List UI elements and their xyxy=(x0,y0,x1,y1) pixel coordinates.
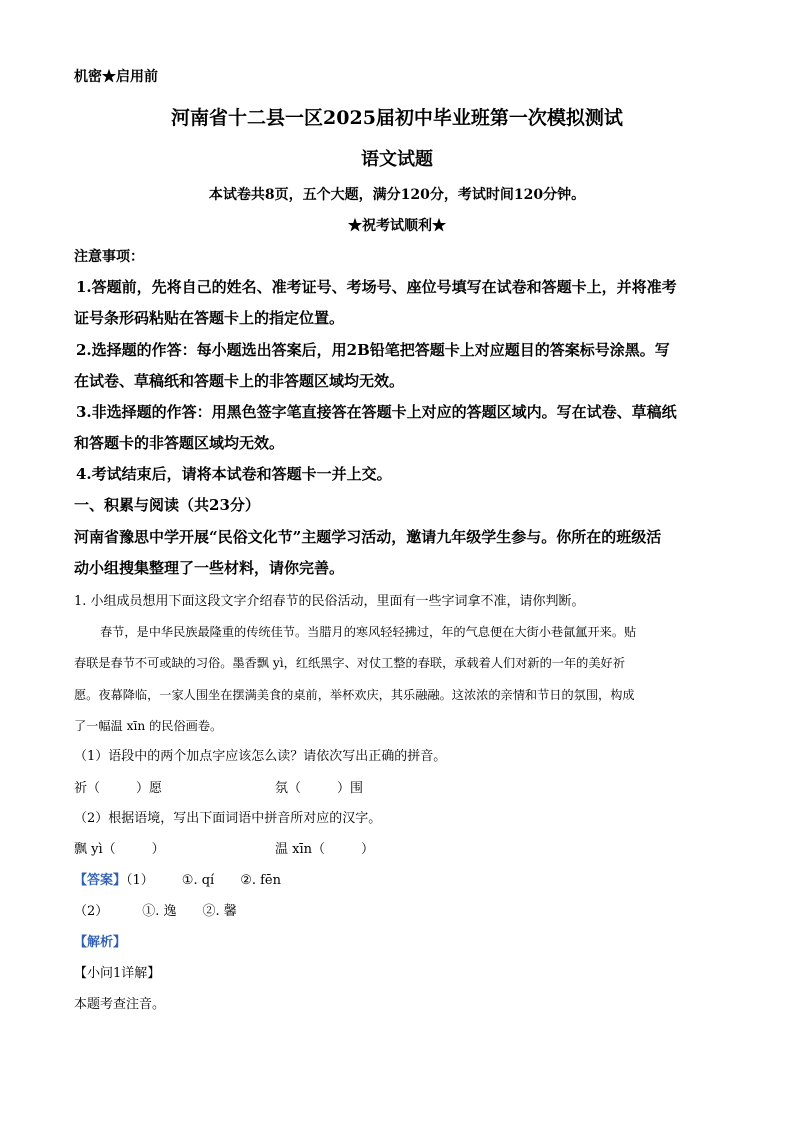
sub-question-1-item-1 xyxy=(74,777,162,796)
item-label-left: 温 xīn（ xyxy=(275,842,325,857)
answer-line-1 xyxy=(74,869,281,888)
section-heading: 一、积累与阅读（共23分） xyxy=(74,496,260,514)
answer-line-2 xyxy=(74,900,237,919)
sub-question-1-prompt: （1）语段中的两个加点字应该怎么读？请依次写出正确的拼音。 xyxy=(74,749,447,764)
answer-1-a: ①. qí xyxy=(181,873,215,888)
sub-question-2-item-1 xyxy=(74,838,165,857)
page-subtitle: 语文试题 xyxy=(361,149,433,170)
item-label-right: ）愿 xyxy=(136,781,163,796)
answer-label: 【答案】 xyxy=(74,873,127,888)
note-line-5: 3.非选择题的作答：用黑色签字笔直接答在答题卡上对应的答题区域内。写在试卷、草稿纸 xyxy=(76,403,677,421)
section-intro-1: 河南省豫思中学开展“民俗文化节”主题学习活动，邀请九年级学生参与。你所在的班级活 xyxy=(74,528,662,546)
section-intro-2: 动小组搜集整理了一些材料，请你完善。 xyxy=(74,559,345,577)
item-label-right: ） xyxy=(361,842,375,857)
wish-line: ★祝考试顺利★ xyxy=(348,218,446,234)
passage-line-1: 春节，是中华民族最隆重的传统佳节。当腊月的寒风轻轻拂过，年的气息便在大街小巷氤氲开来。贴 xyxy=(100,625,637,639)
page-title: 河南省十二县一区2025届初中毕业班第一次模拟测试 xyxy=(171,107,623,129)
item-label-left: 氛（ xyxy=(275,781,302,796)
item-label-right: ）围 xyxy=(337,781,364,796)
passage-line-4: 了一幅温 xīn 的民俗画卷。 xyxy=(74,719,223,733)
analysis-label: 【解析】 xyxy=(74,935,127,950)
note-line-2: 证号条形码粘贴在答题卡上的指定位置。 xyxy=(74,309,345,327)
confidential-label: 机密★启用前 xyxy=(74,69,158,85)
answer-2-a: ①. 逸 xyxy=(142,904,177,919)
note-line-1: 1.答题前，先将自己的姓名、准考证号、考场号、座位号填写在试卷和答题卡上，并将准考 xyxy=(76,278,677,296)
detail-label: 【小问1详解】 xyxy=(74,966,161,981)
exam-info: 本试卷共8页，五个大题，满分120分，考试时间120分钟。 xyxy=(208,187,586,203)
answer-2-b: ②. 馨 xyxy=(202,904,237,919)
item-label-left: 祈（ xyxy=(74,781,101,796)
sub-question-1-item-2 xyxy=(275,777,363,796)
item-label-left: 飘 yì（ xyxy=(74,842,116,857)
note-line-4: 在试卷、草稿纸和答题卡上的非答题区域均无效。 xyxy=(74,372,405,390)
question-1-prompt: 1. 小组成员想用下面这段文字介绍春节的民俗活动，里面有一些字词拿不准，请你判断。 xyxy=(74,594,585,609)
answer-sub-1: （1） xyxy=(126,873,154,888)
passage-line-3: 愿。夜幕降临，一家人围坐在摆满美食的桌前，举杯欢庆，其乐融融。这浓浓的亲情和节日的氛围，构成 xyxy=(74,688,635,702)
answer-sub-2: （2） xyxy=(74,904,109,919)
note-line-7: 4.考试结束后，请将本试卷和答题卡一并上交。 xyxy=(76,465,392,483)
passage-line-2: 春联是春节不可或缺的习俗。墨香飘 yì，红纸黑字、对仗工整的春联，承载着人们对新的一年的美好祈 xyxy=(74,656,625,670)
sub-question-2-prompt: （2）根据语境，写出下面词语中拼音所对应的汉字。 xyxy=(74,811,382,826)
detail-text: 本题考查注音。 xyxy=(74,997,166,1012)
note-line-6: 和答题卡的非答题区域均无效。 xyxy=(74,434,285,452)
item-label-right: ） xyxy=(151,842,165,857)
sub-question-2-item-2 xyxy=(275,838,374,857)
note-line-3: 2.选择题的作答：每小题选出答案后，用2B铅笔把答题卡上对应题目的答案标号涂黑。写 xyxy=(76,341,670,359)
notes-heading: 注意事项： xyxy=(74,249,144,265)
answer-1-b: ②. fēn xyxy=(240,873,281,888)
